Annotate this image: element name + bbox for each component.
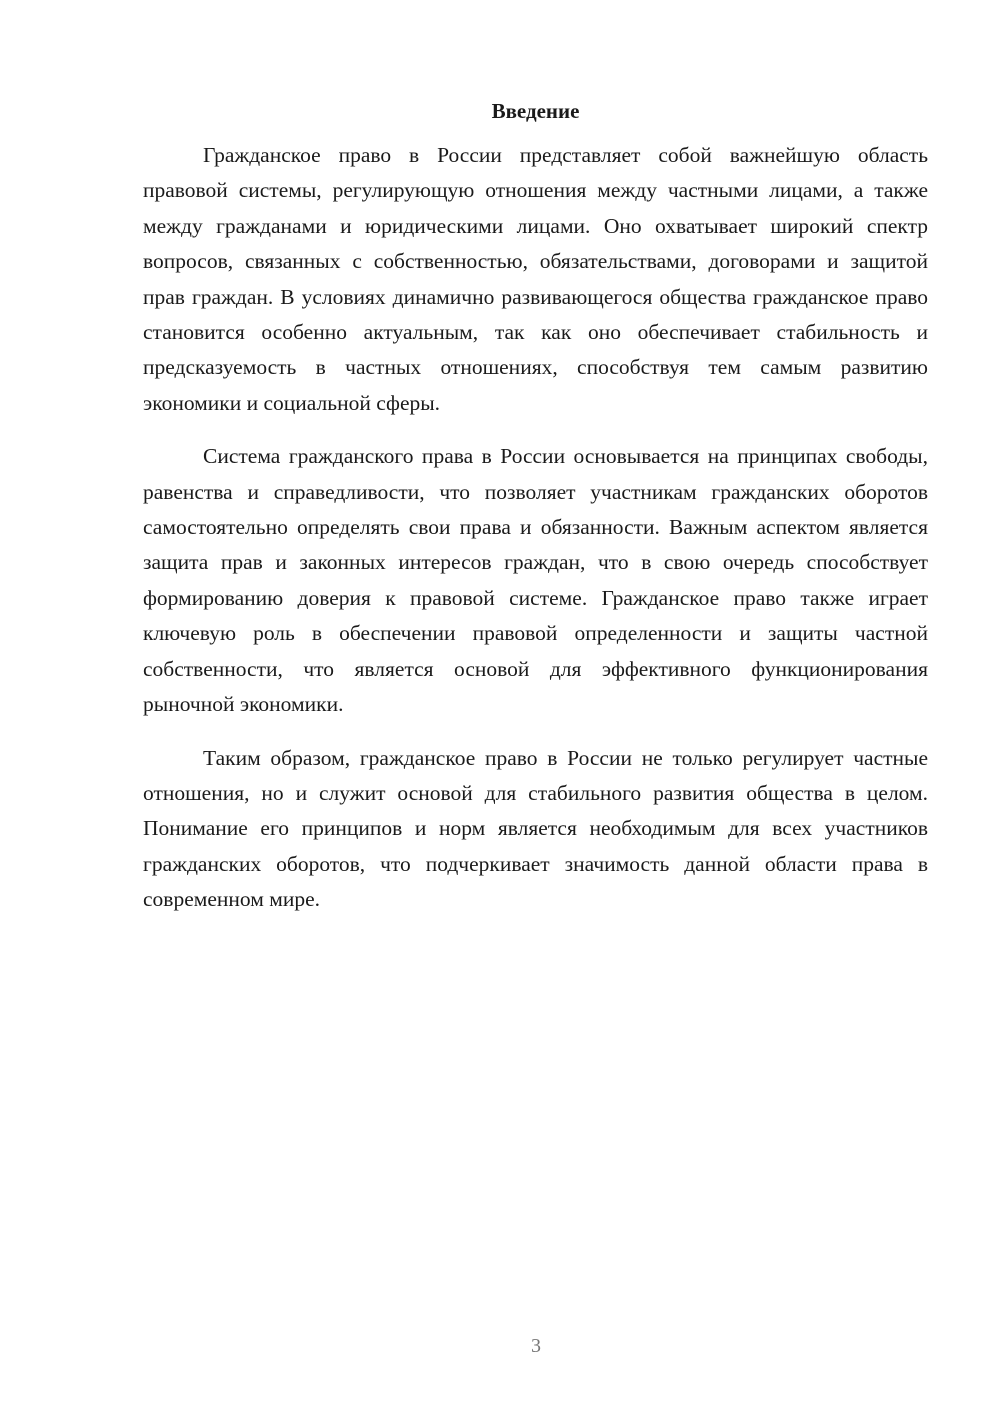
page-content: [143, 96, 928, 936]
page-number: 3: [531, 1335, 541, 1357]
paragraph-2: Система гражданского права в России основывается на принципах свободы, равенства и справедливости, что позволяет участникам гражданских оборотов самостоятельно определять свои права и обязанности. Важным аспектом является защита прав и законных интересов граждан, что в свою очередь способствует формированию доверия к правовой системе. Гражданское право также играет ключевую роль в обеспечении правовой определенности и защиты частной собственности, что является основой для эффективного функционирования рыночной экономики.: [143, 444, 928, 717]
section-title: Введение: [491, 99, 580, 123]
paragraph-1: Гражданское право в России представляет собой важнейшую область правовой системы, регулирующую отношения между частными лицами, а также между гражданами и юридическими лицами. Оно охватывает широкий спектр вопросов, связанных с собственностью, обязательствами, договорами и защитой прав граждан. В условиях динамично развивающегося общества гражданское право становится особенно актуальным, так как оно обеспечивает стабильность и предсказуемость в частных отношениях, способствуя тем самым развитию экономики и социальной сферы.: [143, 143, 928, 415]
paragraph-3: Таким образом, гражданское право в России не только регулирует частные отношения, но и служит основой для стабильного развития общества в целом. Понимание его принципов и норм является необходимым для всех участников гражданских оборотов, что подчеркивает значимость данной области права в современном мире.: [143, 745, 928, 912]
